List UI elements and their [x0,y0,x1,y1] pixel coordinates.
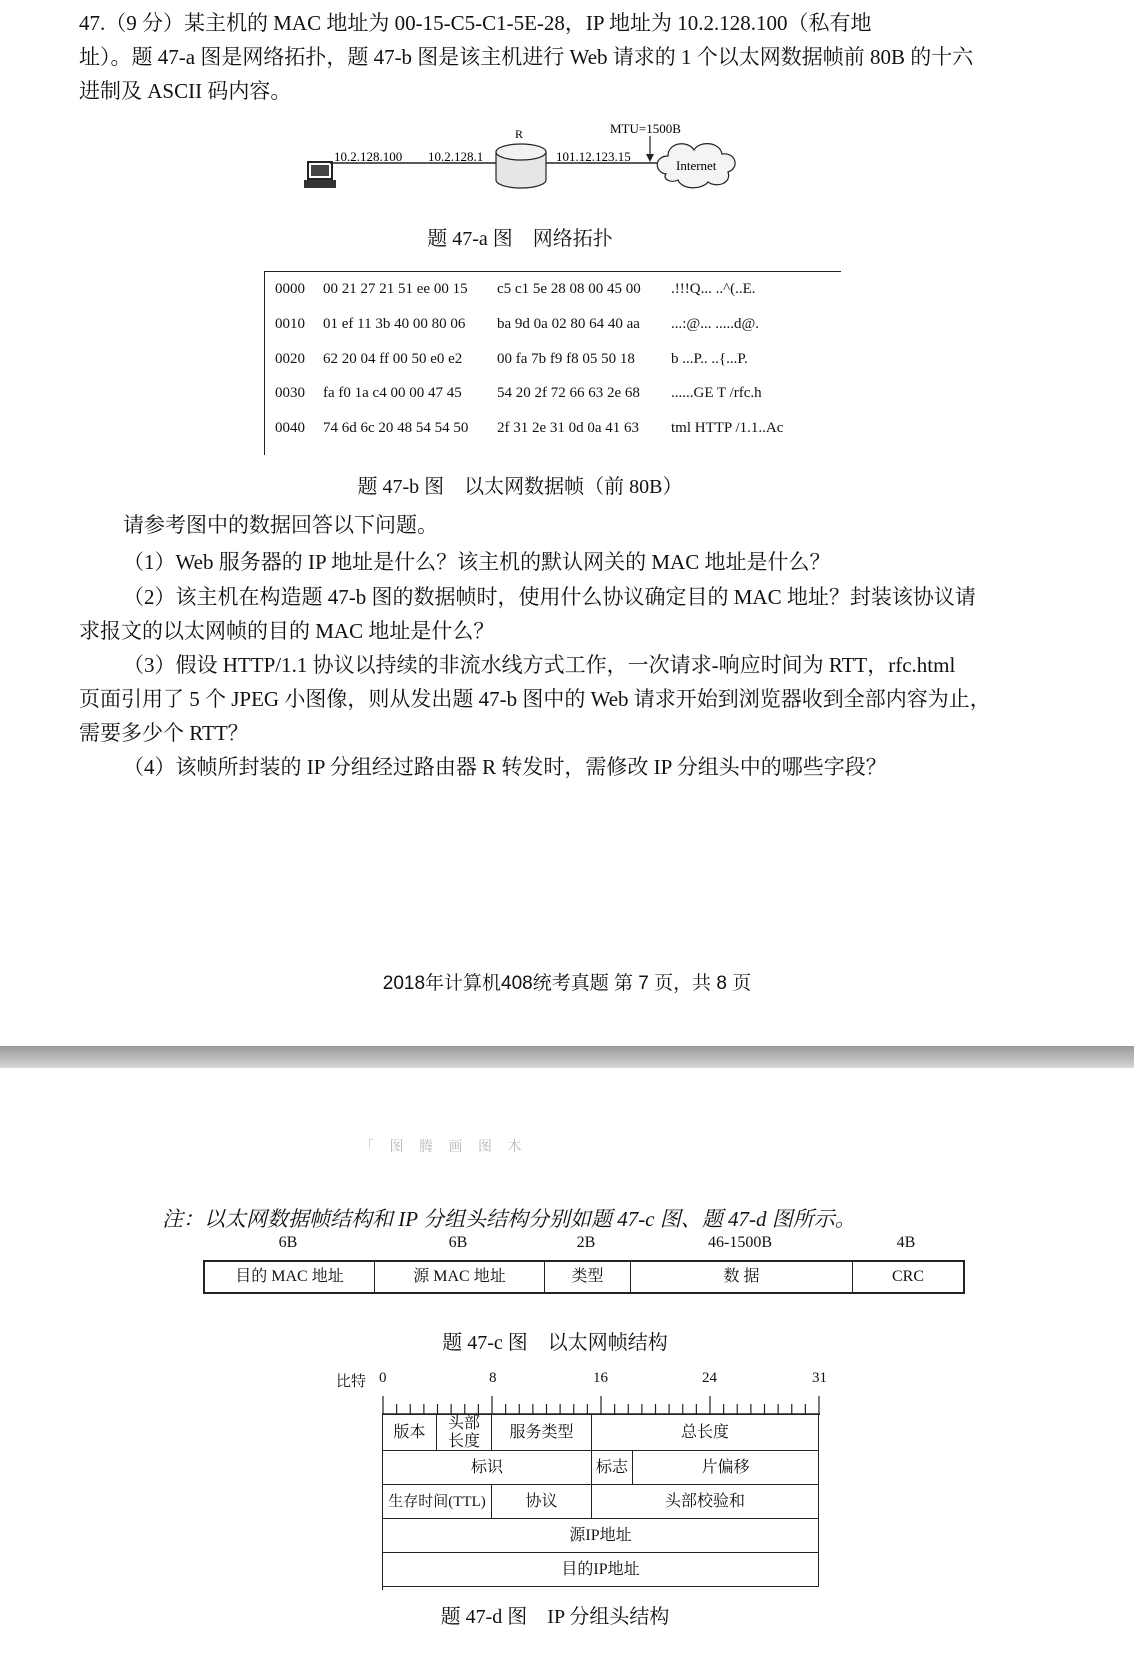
eth-size-dst: 6B [278,1234,298,1251]
internet-label: Internet [676,158,717,173]
host-computer-icon [304,162,336,188]
bit-ruler [382,1392,822,1416]
ip-field-protocol: 协议 [492,1485,592,1519]
question-2-line-2: 求报文的以太网帧的目的 MAC 地址是什么？ [79,619,495,643]
eth-field-data: 数 据 [631,1262,853,1292]
bit-16: 16 [593,1370,608,1386]
hexdump-row [265,272,841,308]
router-icon [496,144,546,188]
hex-offset: 0030 [275,385,305,401]
hex-bytes-2: c5 c1 5e 28 08 00 45 00 [497,281,641,297]
question-2-line-1: （2）该主机在构造题 47-b 图的数据帧时，使用什么协议确定目的 MAC 地址？封装该协议请 [123,585,976,609]
eth-field-crc: CRC [891,1268,924,1285]
bit-31: 31 [812,1370,827,1386]
eth-field-type: 类型 [545,1262,631,1292]
bit-0: 0 [379,1370,387,1386]
eth-size-crc: 4B [896,1234,916,1251]
question-4: （4）该帧所封装的 IP 分组经过路由器 R 转发时，需修改 IP 分组头中的哪些字段？ [123,755,887,779]
hex-bytes-2: ba 9d 0a 02 80 64 40 aa [497,316,640,332]
question-3-line-1: （3）假设 HTTP/1.1 协议以持续的非流水线方式工作，一次请求-响应时间为 RTT，rfc.html [123,653,956,677]
hex-bytes-1: 00 21 27 21 51 ee 00 15 [323,281,468,297]
hexdump-row [265,342,841,378]
eth-size-src: 6B [448,1234,468,1251]
bits-label: 比特 [336,1374,367,1390]
ip-field-version: 版本 [383,1415,437,1451]
ip-header-diagram [336,1370,836,1610]
ip-field-flags: 标志 [592,1451,633,1485]
hex-bytes-1: 74 6d 6c 20 48 54 54 50 [323,420,469,436]
questions-intro: 请参考图中的数据回答以下问题。 [123,513,438,537]
hex-ascii: ...:@... .....d@. [671,316,760,332]
figure-47a-caption: 题 47-a 图 网络拓扑 [427,228,613,250]
eth-frame-box [203,1260,965,1294]
hex-ascii: b ...P.. ..{...P. [671,351,748,367]
ip-field-total-length: 总长度 [592,1415,819,1451]
ip-header-frame [382,1414,820,1590]
page-separator [0,1046,1134,1068]
hex-ascii: .!!!Q... ..^(..E. [671,281,756,297]
bit-24: 24 [702,1370,717,1386]
ip-field-tos: 服务类型 [492,1415,592,1451]
ip-field-destination-ip: 目的IP地址 [383,1553,819,1587]
router-out-ip-label: 101.12.123.15 [556,149,631,164]
hexdump-table [264,271,841,455]
question-3-line-3: 需要多少个 RTT？ [79,721,249,745]
hex-bytes-2: 00 fa 7b f9 f8 05 50 18 [497,351,635,367]
eth-field-src-mac: 源 MAC 地址 [375,1262,545,1292]
faded-watermark-text: 「 图 腾 画 图 木 [360,1140,528,1155]
hexdump-row [265,307,841,343]
question-47-line-2: 址）。题 47-a 图是网络拓扑，题 47-b 图是该主机进行 Web 请求的 1 个以太网数据帧前 80B 的十六 [79,45,974,69]
figure-47d-caption: 题 47-d 图 IP 分组头结构 [440,1606,670,1628]
note-text: 注：以太网数据帧结构和 IP 分组头结构分别如题 47-c 图、题 47-d 图所示。 [162,1207,856,1231]
ip-field-identification: 标识 [383,1451,592,1485]
hexdump-row [265,411,841,447]
eth-field-dst-mac: 目的 MAC 地址 [205,1262,375,1292]
ip-field-source-ip: 源IP地址 [383,1519,819,1553]
hex-bytes-1: 62 20 04 ff 00 50 e0 e2 [323,351,463,367]
question-3-line-2: 页面引用了 5 个 JPEG 小图像，则从发出题 47-b 图中的 Web 请求开始到浏览器收到全部内容为止， [79,687,991,711]
eth-size-type: 2B [576,1234,596,1251]
question-47-line-3: 进制及 ASCII 码内容。 [79,79,292,103]
ip-field-fragment-offset: 片偏移 [633,1451,819,1485]
hex-bytes-1: fa f0 1a c4 00 00 47 45 [323,385,462,401]
eth-size-data: 46-1500B [708,1234,772,1251]
ip-field-header-length: 头部长度 [437,1415,492,1451]
hex-offset: 0020 [275,351,305,367]
ip-field-checksum: 头部校验和 [592,1485,819,1519]
mtu-label: MTU=1500B [610,124,681,136]
bit-8: 8 [489,1370,497,1386]
figure-47b-caption: 题 47-b 图 以太网数据帧（前 80B） [357,476,683,498]
hex-offset: 0010 [275,316,305,332]
question-47-line-1: 47.（9 分）某主机的 MAC 地址为 00-15-C5-C1-5E-28，IP 地址为 10.2.128.100（私有地 [79,11,872,35]
hex-offset: 0040 [275,420,305,436]
hex-bytes-1: 01 ef 11 3b 40 00 80 06 [323,316,466,332]
hex-bytes-2: 54 20 2f 72 66 63 2e 68 [497,385,640,401]
hex-offset: 0000 [275,281,305,297]
page-footer: 2018年计算机408统考真题 第 7 页，共 8 页 [382,973,752,994]
hex-ascii: tml HTTP /1.1..Ac [671,420,784,436]
hexdump-row [265,376,841,412]
question-1: （1）Web 服务器的 IP 地址是什么？该主机的默认网关的 MAC 地址是什么？ [123,550,831,574]
network-topology-diagram [300,124,800,214]
router-label: R [515,127,524,141]
ip-field-ttl: 生存时间(TTL) [383,1485,492,1519]
hex-ascii: ......GE T /rfc.h [671,385,762,401]
host-ip-label: 10.2.128.100 [334,149,403,164]
figure-47c-caption: 题 47-c 图 以太网帧结构 [442,1332,668,1354]
hex-bytes-2: 2f 31 2e 31 0d 0a 41 63 [497,420,640,436]
ethernet-frame-diagram [203,1234,965,1306]
router-in-ip-label: 10.2.128.1 [428,149,484,164]
